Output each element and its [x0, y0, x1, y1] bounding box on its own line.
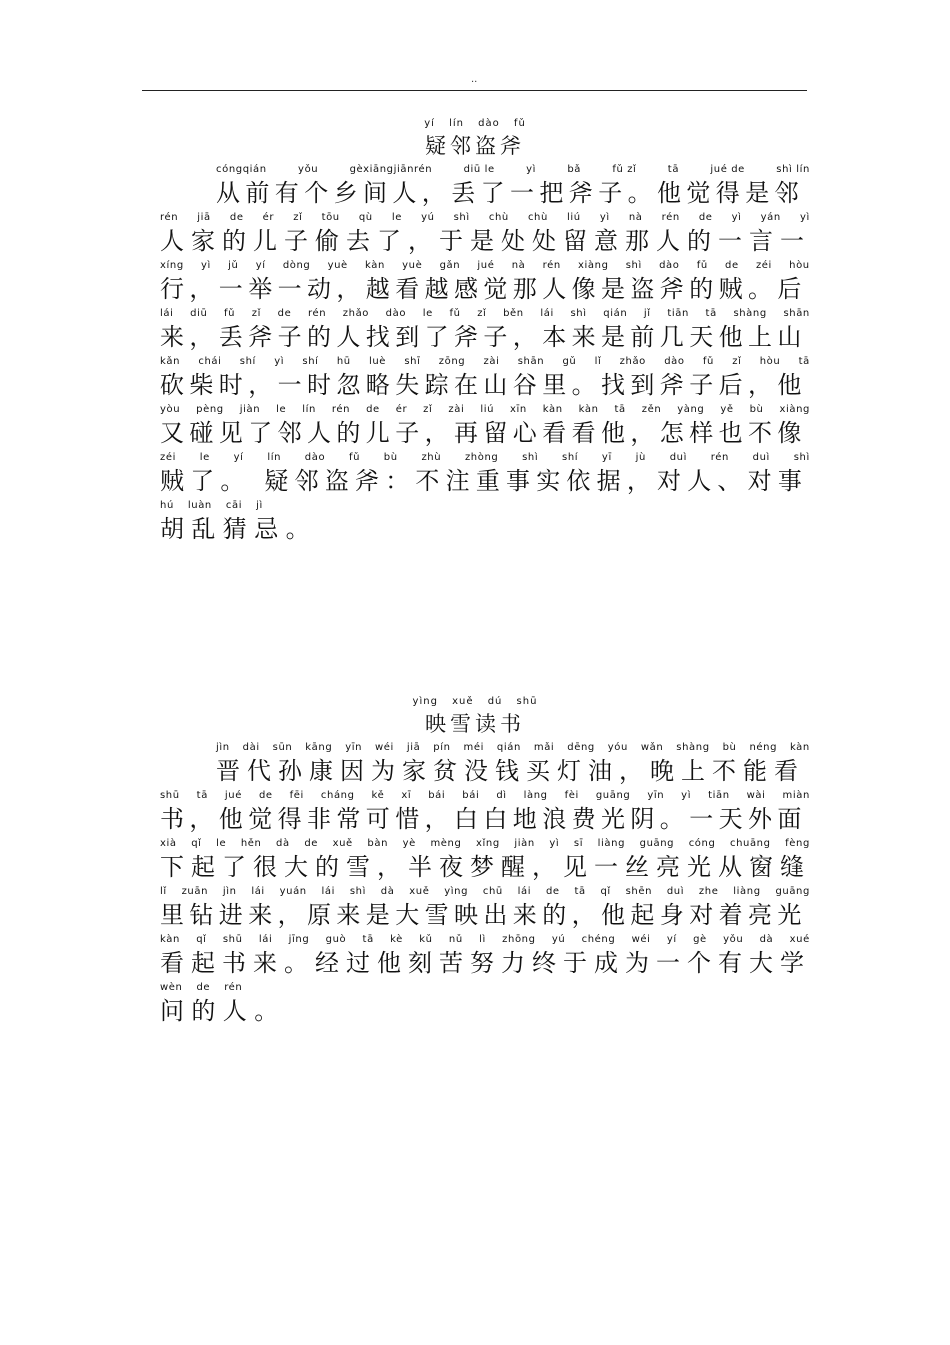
pinyin-syllable: tā [196, 790, 208, 801]
pinyin-syllable: le [216, 838, 227, 849]
pinyin-syllable: cāi [225, 500, 243, 511]
pinyin-syllable: chéng [581, 934, 616, 945]
story-line [160, 500, 810, 548]
pinyin-syllable: zéi [755, 260, 772, 271]
pinyin-syllable: gè [693, 934, 707, 945]
pinyin-syllable: yì [599, 212, 610, 223]
pinyin-syllable: qǐ [196, 934, 207, 945]
pinyin-syllable: jué [224, 790, 242, 801]
pinyin-syllable: yìng [444, 886, 469, 897]
pinyin-syllable: yí [666, 934, 677, 945]
pinyin-syllable: yí [233, 452, 244, 463]
pinyin-syllable: jì [256, 500, 263, 511]
pinyin-syllable: lǐ [160, 886, 167, 897]
pinyin-syllable: dào [304, 452, 326, 463]
pinyin-syllable: lái [251, 886, 265, 897]
pinyin-syllable: tā [614, 404, 626, 415]
hanzi-line: 下起了很大的雪，半夜梦醒，见一丝亮光从窗缝 [160, 853, 811, 881]
story-line [160, 838, 810, 886]
pinyin-syllable: fèng [785, 838, 810, 849]
pinyin-syllable: duì [666, 886, 685, 897]
pinyin-syllable: zài [448, 404, 465, 415]
pinyin-syllable: luè [368, 356, 387, 367]
pinyin-syllable: fǔ [348, 452, 361, 463]
pinyin-syllable: lái [258, 934, 273, 945]
pinyin-syllable: dà [759, 934, 774, 945]
pinyin-syllable: sūn [272, 742, 293, 753]
pinyin-syllable: nǔ [448, 934, 463, 945]
pinyin-syllable: qián [496, 742, 521, 753]
pinyin-syllable: de [366, 404, 380, 415]
story-title: 映雪读书 [425, 712, 525, 736]
pinyin-syllable: hěn [240, 838, 262, 849]
pinyin-syllable: shì [625, 260, 642, 271]
pinyin-syllable: xué [789, 934, 810, 945]
pinyin-syllable: yīn [647, 790, 665, 801]
pinyin-syllable: lín [267, 452, 282, 463]
pinyin-syllable: shān [517, 356, 545, 367]
pinyin-syllable: dài [242, 742, 260, 753]
pinyin-syllable: kè [390, 934, 403, 945]
pinyin-syllable: yóu [607, 742, 628, 753]
pinyin-syllable: yì [731, 212, 742, 223]
pinyin-syllable: chù [488, 212, 509, 223]
pinyin-syllable: jìn [216, 742, 230, 753]
pinyin-line [160, 838, 810, 852]
pinyin-syllable: jìn [222, 886, 237, 897]
pinyin-syllable: wéi [375, 742, 394, 753]
pinyin-syllable: fǔ [702, 356, 714, 367]
pinyin-syllable: qián [603, 308, 628, 319]
pinyin-syllable: tā [798, 356, 810, 367]
pinyin-syllable: zài [483, 356, 500, 367]
pinyin-syllable: kàn [578, 404, 599, 415]
pinyin-syllable: tiān [708, 790, 730, 801]
pinyin-syllable: guāng [595, 790, 631, 801]
pinyin-syllable: lái [160, 308, 174, 319]
pinyin-syllable: yīn [345, 742, 363, 753]
pinyin-syllable: nà [511, 260, 526, 271]
pinyin-syllable: rén [224, 982, 243, 993]
pinyin-syllable: jué de [710, 164, 745, 175]
pinyin-syllable: tā [705, 308, 717, 319]
pinyin-syllable: mèng [430, 838, 462, 849]
story-line [160, 452, 810, 500]
pinyin-syllable: bù [749, 404, 764, 415]
pinyin-syllable: dòng [282, 260, 311, 271]
pinyin-syllable: gǔ [562, 356, 577, 367]
pinyin-syllable: kāng [305, 742, 333, 753]
hanzi-line: 人家的儿子偷去了，于是处处留意那人的一言一 [160, 227, 811, 255]
pinyin-syllable: fǔ zǐ [612, 164, 637, 175]
pinyin-syllable: ér [262, 212, 275, 223]
pinyin-line [160, 934, 810, 948]
pinyin-syllable: de [304, 838, 319, 849]
pinyin-syllable: zǐ [423, 404, 433, 415]
hanzi-line: 胡乱猜忌。 [160, 515, 317, 543]
pinyin-syllable: dì [496, 790, 507, 801]
pinyin-syllable: bái [428, 790, 446, 801]
pinyin-syllable: de [545, 886, 560, 897]
pinyin-syllable: qǐ [191, 838, 202, 849]
pinyin-syllable: pín [433, 742, 451, 753]
story-line [160, 790, 810, 838]
pinyin-syllable: shū [222, 934, 243, 945]
pinyin-syllable: kě [371, 790, 385, 801]
pinyin-syllable: zhù [421, 452, 442, 463]
pinyin-syllable: zhōng [502, 934, 536, 945]
pinyin-syllable: kàn [542, 404, 563, 415]
pinyin-syllable: jǐ [643, 308, 651, 319]
pinyin-syllable: dà [380, 886, 395, 897]
pinyin-syllable: yú [421, 212, 435, 223]
pinyin-syllable: chū [482, 886, 503, 897]
pinyin-syllable: néng [749, 742, 778, 753]
pinyin-syllable: hòu [759, 356, 781, 367]
pinyin-syllable: zhǎo [342, 308, 370, 319]
pinyin-syllable: qǐ [600, 886, 611, 897]
pinyin-syllable: yú [551, 934, 566, 945]
pinyin-syllable: tōu [321, 212, 340, 223]
story-line [160, 934, 810, 982]
pinyin-syllable: lì [479, 934, 486, 945]
pinyin-syllable: jǔ [228, 260, 239, 271]
pinyin-syllable: méi [463, 742, 484, 753]
story-line [160, 260, 810, 308]
pinyin-syllable: wǎn [640, 742, 664, 753]
pinyin-syllable: de [229, 212, 244, 223]
pinyin-syllable: zōng [438, 356, 466, 367]
hanzi-line: 贼了。 疑邻盗斧：不注重事实依据，对人、对事 [160, 467, 809, 495]
pinyin-syllable: rén [331, 404, 351, 415]
pinyin-syllable: tiān [667, 308, 689, 319]
pinyin-syllable: hòu [789, 260, 810, 271]
hanzi-line: 来，丢斧子的人找到了斧子，本来是前几天他上山 [160, 323, 807, 351]
pinyin-syllable: kàn [160, 934, 180, 945]
pinyin-syllable: fēi [289, 790, 304, 801]
pinyin-syllable: liàng [733, 886, 761, 897]
pinyin-syllable: guò [325, 934, 347, 945]
pinyin-syllable: zǐ [293, 212, 303, 223]
pinyin-syllable: yě [720, 404, 734, 415]
pinyin-syllable: de [196, 982, 211, 993]
pinyin-syllable: shì [349, 886, 366, 897]
pinyin-syllable: zhǎo [619, 356, 646, 367]
hanzi-line: 行，一举一动，越看越感觉那人像是盗斧的贼。后 [160, 275, 807, 303]
pinyin-syllable: zuān [181, 886, 209, 897]
header-rule [142, 90, 807, 91]
hanzi-line: 晋代孙康因为家贫没钱买灯油，晚上不能看 [216, 757, 805, 785]
pinyin-syllable: shí [239, 356, 256, 367]
hanzi-line: 看起书来。经过他刻苦努力终于成为一个有大学 [160, 949, 811, 977]
pinyin-syllable: de [725, 260, 739, 271]
pinyin-syllable: le [276, 404, 287, 415]
pinyin-syllable: hū [336, 356, 351, 367]
pinyin-syllable: xuě [409, 886, 430, 897]
hanzi-line: 从前有个乡间人，丢了一把斧子。他觉得是邻 [216, 179, 804, 207]
pinyin-syllable: yàng [677, 404, 705, 415]
pinyin-syllable: zéi [160, 452, 176, 463]
pinyin-syllable: zǐ [732, 356, 742, 367]
pinyin-syllable: le [422, 308, 433, 319]
pinyin-syllable: shàng [676, 742, 710, 753]
pinyin-syllable: bù [722, 742, 737, 753]
pinyin-syllable: shì [522, 452, 539, 463]
pinyin-syllable: rén [542, 260, 561, 271]
pinyin-syllable: cóngqián [216, 164, 267, 175]
pinyin-syllable: chái [198, 356, 222, 367]
pinyin-syllable: lái [517, 886, 532, 897]
pinyin-syllable: fǔ [224, 308, 236, 319]
pinyin-syllable: lín [302, 404, 316, 415]
pinyin-syllable: xiàng [578, 260, 609, 271]
hanzi-line: 问的人。 [160, 997, 286, 1025]
pinyin-syllable: lǐ [594, 356, 602, 367]
pinyin-syllable: liú [480, 404, 495, 415]
pinyin-syllable: diū [190, 308, 208, 319]
pinyin-syllable: yì [201, 260, 211, 271]
pinyin-syllable: wài [746, 790, 766, 801]
pinyin-syllable: dào [664, 356, 685, 367]
story-line [160, 356, 810, 404]
pinyin-line [160, 212, 810, 226]
pinyin-line [160, 790, 810, 804]
pinyin-syllable: yì [681, 790, 692, 801]
pinyin-syllable: rén [307, 308, 327, 319]
pinyin-syllable: rén [710, 452, 729, 463]
pinyin-syllable: guāng [639, 838, 675, 849]
pinyin-syllable: yǒu [723, 934, 744, 945]
story-title-pinyin: yí lín dào fǔ [424, 118, 526, 129]
pinyin-syllable: kàn [789, 742, 810, 753]
pinyin-syllable: xī [401, 790, 412, 801]
pinyin-syllable: jiā [406, 742, 421, 753]
pinyin-syllable: yuè [402, 260, 423, 271]
pinyin-syllable: de [277, 308, 292, 319]
pinyin-syllable: liú [567, 212, 581, 223]
pinyin-syllable: wèn [160, 982, 183, 993]
story-line [160, 886, 810, 934]
hanzi-line: 里钻进来，原来是大雪映出来的，他起身对着亮光 [160, 901, 807, 929]
pinyin-syllable: fǔ [449, 308, 461, 319]
story-title-pinyin: yìng xuě dú shū [412, 696, 538, 707]
pinyin-line [160, 260, 810, 274]
pinyin-syllable: zhòng [464, 452, 499, 463]
pinyin-syllable: yán [760, 212, 781, 223]
pinyin-line [216, 742, 810, 756]
pinyin-syllable: duì [752, 452, 770, 463]
pinyin-syllable: shēn [625, 886, 653, 897]
pinyin-syllable: yuè [327, 260, 348, 271]
pinyin-syllable: yì [549, 838, 560, 849]
pinyin-syllable: sī [573, 838, 584, 849]
pinyin-syllable: le [391, 212, 402, 223]
pinyin-syllable: diū le [463, 164, 495, 175]
pinyin-syllable: chuāng [729, 838, 771, 849]
pinyin-syllable: gèxiāngjiānrén [349, 164, 433, 175]
pinyin-syllable: nà [628, 212, 643, 223]
pinyin-syllable: jù [635, 452, 646, 463]
header-mark: .. [471, 74, 478, 85]
pinyin-syllable: zěn [641, 404, 662, 415]
pinyin-syllable: kǎn [160, 356, 181, 367]
pinyin-syllable: kǔ [419, 934, 433, 945]
pinyin-syllable: yì [799, 212, 810, 223]
pinyin-syllable: shān [783, 308, 810, 319]
story-line [160, 982, 810, 1030]
pinyin-line [160, 356, 810, 370]
pinyin-syllable: làng [523, 790, 548, 801]
story-title: 疑邻盗斧 [425, 134, 525, 158]
pinyin-syllable: de [258, 790, 273, 801]
pinyin-syllable: bái [462, 790, 480, 801]
story-line [160, 308, 810, 356]
pinyin-syllable: rén [661, 212, 680, 223]
pinyin-syllable: ér [395, 404, 408, 415]
pinyin-syllable: luàn [187, 500, 212, 511]
pinyin-syllable: shí [562, 452, 579, 463]
pinyin-syllable: yī [601, 452, 612, 463]
pinyin-syllable: jiàn [514, 838, 535, 849]
pinyin-syllable: dào [659, 260, 680, 271]
pinyin-line [216, 164, 810, 178]
pinyin-syllable: bǎ [567, 164, 582, 175]
pinyin-syllable: dào [385, 308, 407, 319]
pinyin-syllable: shī [404, 356, 421, 367]
pinyin-syllable: lái [540, 308, 554, 319]
hanzi-line: 砍柴时，一时忽略失踪在山谷里。找到斧子后，他 [160, 371, 807, 399]
pinyin-syllable: yè [402, 838, 416, 849]
pinyin-syllable: jiā [197, 212, 211, 223]
pinyin-syllable: le [199, 452, 210, 463]
pinyin-syllable: shì [793, 452, 810, 463]
pinyin-syllable: yí [255, 260, 266, 271]
pinyin-syllable: yì [274, 356, 285, 367]
pinyin-syllable: xǐng [476, 838, 500, 849]
pinyin-syllable: yì [526, 164, 536, 175]
pinyin-syllable: fǔ [696, 260, 708, 271]
pinyin-syllable: shū [160, 790, 180, 801]
pinyin-syllable: zhe [698, 886, 719, 897]
pinyin-syllable: chù [527, 212, 548, 223]
pinyin-syllable: shàng [733, 308, 767, 319]
pinyin-syllable: bàn [367, 838, 389, 849]
pinyin-syllable: bù [383, 452, 398, 463]
pinyin-syllable: tā [574, 886, 586, 897]
pinyin-line [160, 982, 810, 996]
pinyin-line [160, 404, 810, 418]
pinyin-syllable: hú [160, 500, 174, 511]
pinyin-syllable: duì [669, 452, 687, 463]
pinyin-syllable: kàn [365, 260, 385, 271]
pinyin-line [160, 452, 810, 466]
pinyin-syllable: de [698, 212, 713, 223]
pinyin-line [160, 500, 810, 514]
pinyin-syllable: xiàng [779, 404, 810, 415]
pinyin-syllable: dēng [567, 742, 595, 753]
pinyin-syllable: dà [276, 838, 290, 849]
pinyin-syllable: cóng [688, 838, 716, 849]
pinyin-syllable: jiàn [239, 404, 261, 415]
pinyin-syllable: liàng [597, 838, 626, 849]
pinyin-syllable: tā [667, 164, 680, 175]
story-line [160, 742, 810, 790]
story-line [160, 404, 810, 452]
pinyin-syllable: qù [358, 212, 373, 223]
story-line [160, 164, 810, 212]
pinyin-syllable: cháng [320, 790, 355, 801]
hanzi-line: 书，他觉得非常可惜，白白地浪费光阴。一天外面 [160, 805, 807, 833]
pinyin-syllable: shì [570, 308, 587, 319]
pinyin-syllable: xuě [332, 838, 353, 849]
pinyin-syllable: jué [477, 260, 495, 271]
pinyin-syllable: guāng [775, 886, 810, 897]
pinyin-syllable: pèng [196, 404, 224, 415]
pinyin-line [160, 308, 810, 322]
pinyin-syllable: lái [321, 886, 336, 897]
pinyin-syllable: běn [503, 308, 524, 319]
pinyin-syllable: zǐ [477, 308, 487, 319]
pinyin-syllable: shì lín [776, 164, 810, 175]
pinyin-syllable: xīn [509, 404, 527, 415]
pinyin-syllable: miàn [782, 790, 810, 801]
pinyin-syllable: zǐ [251, 308, 261, 319]
hanzi-line: 又碰见了邻人的儿子，再留心看看他，怎样也不像 [160, 419, 807, 447]
pinyin-syllable: rén [160, 212, 179, 223]
pinyin-syllable: xíng [160, 260, 184, 271]
story-line [160, 212, 810, 260]
pinyin-syllable: yuán [279, 886, 307, 897]
pinyin-syllable: yǒu [298, 164, 319, 175]
pinyin-syllable: fèi [564, 790, 579, 801]
pinyin-syllable: yòu [160, 404, 181, 415]
pinyin-syllable: tā [362, 934, 374, 945]
pinyin-line [160, 886, 810, 900]
pinyin-syllable: jīng [288, 934, 310, 945]
pinyin-syllable: wéi [631, 934, 651, 945]
pinyin-syllable: shì [453, 212, 470, 223]
pinyin-syllable: gǎn [439, 260, 461, 271]
pinyin-syllable: mǎi [533, 742, 555, 753]
pinyin-syllable: xià [160, 838, 177, 849]
pinyin-syllable: shí [302, 356, 319, 367]
